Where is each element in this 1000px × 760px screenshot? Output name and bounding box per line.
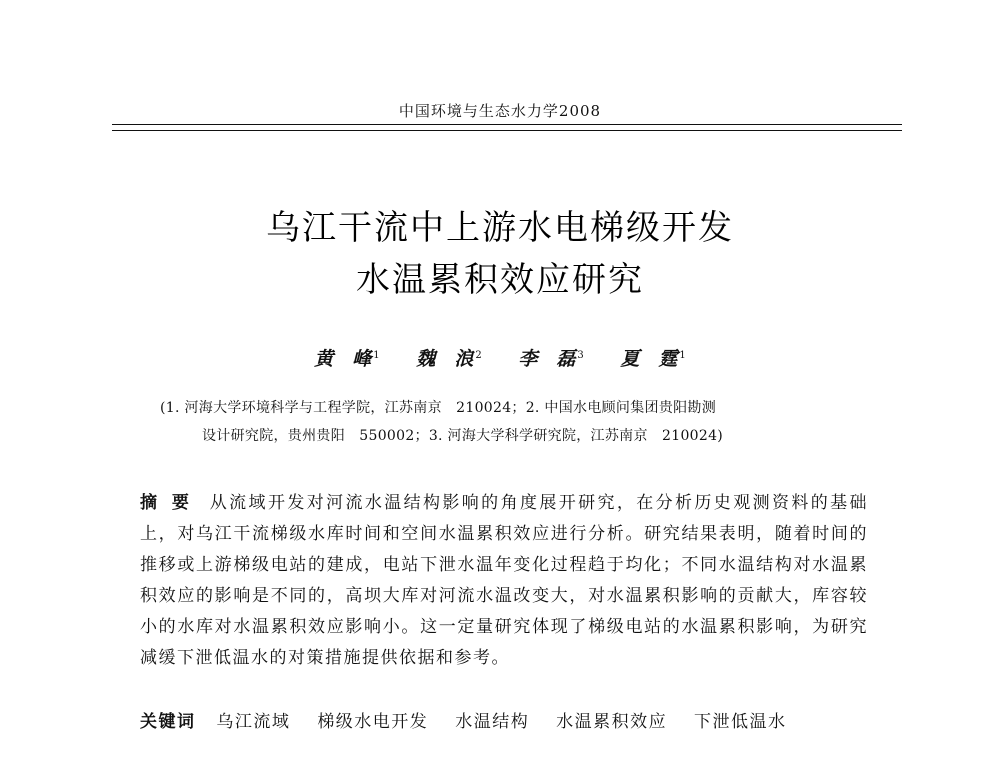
title-line-2: 水温累积效应研究 [356,260,644,300]
journal-header: 中国环境与生态水力学2008 [398,102,602,120]
author-name: 李 磊 [518,348,576,370]
keywords [140,707,868,732]
author-4 [620,348,685,370]
author-list [0,344,1000,371]
author-name: 魏 浪 [416,348,474,370]
author-name: 黄 峰 [314,348,372,370]
author-3 [518,348,583,370]
keyword: 乌江流域 [216,712,291,732]
title-line-1: 乌江干流中上游水电梯级开发 [266,208,734,248]
header-rule-thin [112,130,902,131]
author-affiliation-mark: 1 [679,349,686,361]
author-affiliation-mark: 3 [577,349,584,361]
author-1 [314,348,379,370]
author-affiliation-mark: 2 [475,349,482,361]
keyword: 水温结构 [455,712,530,732]
author-2 [416,348,481,370]
keywords-label: 关键词 [140,712,196,732]
keyword: 水温累积效应 [556,712,668,732]
header-rule-thick [112,124,902,125]
abstract-text: 从流域开发对河流水温结构影响的角度展开研究，在分析历史观测资料的基础上，对乌江干流梯级水库时间和空间水温累积效应进行分析。研究结果表明，随着时间的推移或上游梯级电站的建成，电站下泄水温年变化过程趋于均化；不同水温结构对水温累积效应的影响是不同的，高坝大库对河流水温改变大，对水温累积影响的贡献大，库容较小的水库对水温累积效应影响小。这一定量研究体现了梯级电站的水温累积影响，为研究减缓下泄低温水的对策措施提供依据和参考。 [140,493,869,668]
author-affiliation-mark: 1 [373,349,380,361]
affiliations-line-1: (1. 河海大学环境科学与工程学院，江苏南京 210024；2. 中国水电顾问集团贵阳勘测 [160,400,717,416]
abstract [140,488,868,674]
keyword: 梯级水电开发 [317,712,429,732]
affiliations-line-2: 设计研究院，贵州贵阳 550002；3. 河海大学科学研究院，江苏南京 210024) [202,428,724,444]
keyword: 下泄低温水 [694,712,787,732]
abstract-label: 摘要 [140,493,204,513]
author-name: 夏 霆 [620,348,678,370]
